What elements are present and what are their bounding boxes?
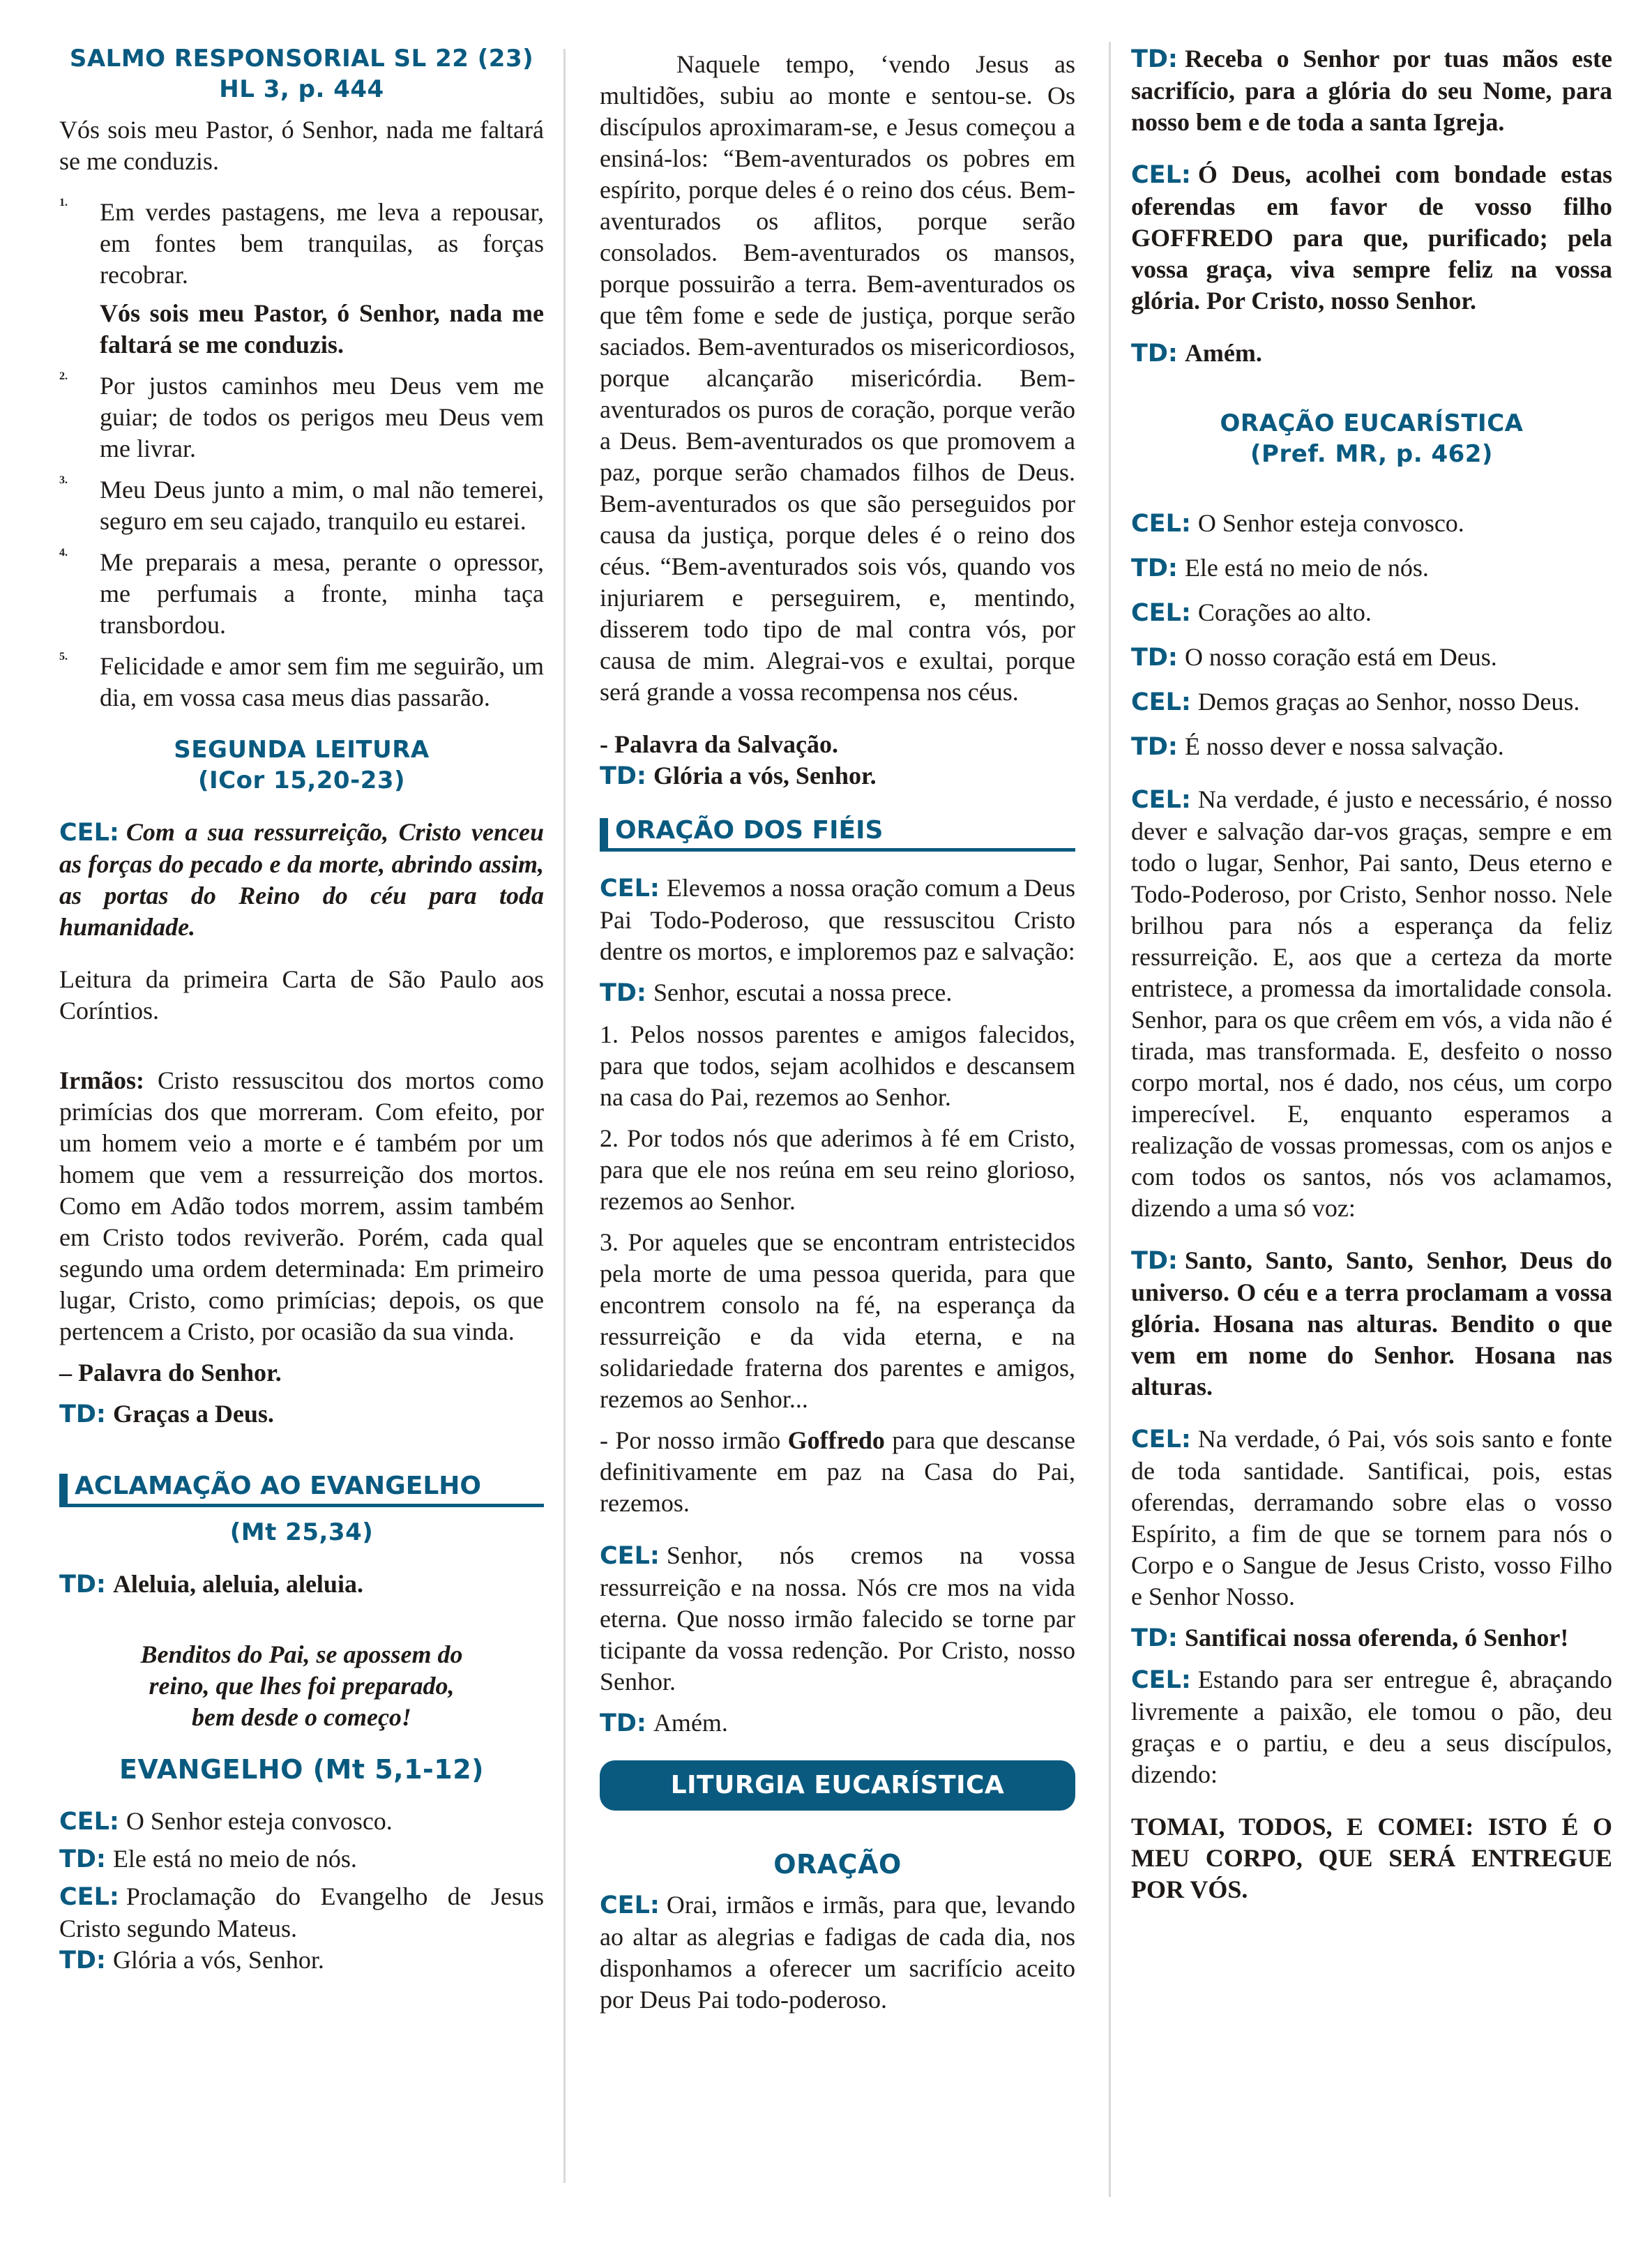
stanza-number: 2.: [59, 370, 68, 382]
dialog-text: Proclamação do Evangelho de Jesus Cristo segundo Mateus.: [59, 1882, 544, 1942]
cel-label: CEL:: [600, 1891, 660, 1919]
dialog-line: [1131, 731, 1612, 763]
intention-post: para que descanse definitivamente em paz na Casa do Pai, rezemos.: [600, 1426, 1075, 1517]
aclamacao-verse-line: Benditos do Pai, se apossem do: [140, 1640, 463, 1668]
speaker-label: CEL:: [1131, 510, 1191, 538]
segunda-leitura-title: SEGUNDA LEITURA: [174, 736, 430, 764]
cel-label: CEL:: [600, 1542, 660, 1570]
segunda-leitura-ref: (ICor 15,20-23): [197, 766, 406, 794]
gospel-text: Naquele tempo, ‘vendo Jesus as multidões, subiu ao monte e sentou-se. Os discípulos aproximaram-se, e Jesus começou a ensiná-los: “Bem-aventurados os pobres em espírito, porque deles é o reino dos céus. Bem-aventurados os aflitos, porque serão consolados. Bem-aventurados os mansos, porque possuirão a terra. Bem-aventurados os que têm fome e sede de justiça, porque serão saciados. Bem-aventurados os misericordiosos, porque alcançarão misericórdia. Bem-aventurados os puros de coração, porque verão a Deus. Bem-aventurados os que promovem a paz, porque serão chamados filhos de Deus. Bem-aventurados os que são perseguidos por causa da justiça, porque deles é o reino dos céus. “Bem-aventurados sois vós, quando vos injuriarem e perseguirem, e, mentindo, disserem todo tipo de mal contra vós, por causa de mim. Alegrai-vos e exultai, porque será grande a vossa recompensa nos céus.: [600, 50, 1075, 706]
oracao-cel: [600, 1889, 1075, 2016]
dialog-text: É nosso dever e nossa salvação.: [1184, 732, 1504, 760]
reading-text: Cristo ressuscitou dos mortos como primícias dos que morreram. Com efeito, por um homem veio a morte e é também por um homem que vem a ressurreição dos mortos. Como em Adão todos morrem, assim também em Cristo todos reviverão. Porém, cada qual segundo uma ordem determinada: Em primeiro lugar, Cristo, como primícias; depois, os que pertencem a Cristo, por ocasião da sua vinda.: [59, 1066, 545, 1345]
stanza-text: Me preparais a mesa, perante o opressor, me perfumais a fronte, minha taça transbordou.: [100, 548, 544, 639]
cel-label: CEL:: [59, 819, 119, 847]
eucaristica-subtitle: (Pref. MR, p. 462): [1250, 440, 1493, 468]
cel-text: Senhor, nós cremos na vossa ressurreição e na nossa. Nós cre mos na vida eterna. Que nosso irmão falecido se torne par ticipante da vossa redenção. Por Cristo, nosso Senhor.: [600, 1541, 1075, 1696]
eucaristica-title: ORAÇÃO EUCARÍSTICA: [1220, 409, 1524, 437]
td-label: TD:: [600, 1709, 646, 1737]
cel-intro-text: Com a sua ressurreição, Cristo venceu as forças do pecado e da morte, abrindo assim, as portas do Reino do céu para toda humanidade.: [59, 818, 544, 941]
salmo-refrain-bold: Vós sois meu Pastor, ó Senhor, nada me faltará se me conduzis.: [100, 299, 544, 358]
salmo-stanza: [59, 197, 544, 291]
gospel-closing: - Palavra da Salvação.: [600, 730, 838, 758]
institution: [1131, 1664, 1612, 1790]
td-label: TD:: [1131, 1624, 1178, 1652]
dialog-line: [1131, 597, 1612, 629]
stanza-text: Por justos caminhos meu Deus vem me guiar; de todos os perigos meu Deus vem me livrar.: [100, 372, 544, 462]
aclamacao-verse-line: reino, que lhes foi preparado,: [149, 1672, 455, 1700]
fieis-intro: [600, 873, 1075, 967]
response-text: Graças a Deus.: [112, 1400, 274, 1428]
reading-body: [59, 1065, 544, 1347]
dialog-text: O nosso coração está em Deus.: [1184, 643, 1497, 671]
fieis-header: [600, 813, 1075, 852]
salmo-stanza: [59, 547, 544, 641]
td-text: Receba o Senhor por tuas mãos este sacrifício, para a glória do seu Nome, para nosso bem e de toda a santa Igreja.: [1131, 45, 1612, 136]
dialog-line: [59, 1806, 544, 1838]
stanza-text: Felicidade e amor sem fim me seguirão, um dia, em vossa casa meus dias passarão.: [100, 652, 544, 711]
td-receba: [1131, 43, 1612, 138]
cel-intro: [59, 817, 544, 943]
dialog-line: [59, 1944, 544, 1977]
dialog-text: Corações ao alto.: [1197, 598, 1372, 626]
fieis-response: [600, 977, 1075, 1009]
consecration: TOMAI, TODOS, E COMEI: ISTO É O MEU CORPO, QUE SERÁ ENTREGUE POR VÓS.: [1131, 1813, 1612, 1903]
speaker-label: TD:: [59, 1947, 106, 1974]
column-left: [59, 0, 544, 1977]
speaker-label: TD:: [1131, 733, 1178, 761]
reading-announce: Leitura da primeira Carta de São Paulo aos Coríntios.: [59, 965, 544, 1025]
salmo-title: SALMO RESPONSORIAL SL 22 (23): [69, 45, 534, 73]
speaker-label: TD:: [59, 1845, 106, 1873]
stanza-number: 1.: [59, 197, 68, 209]
cel-text: Ó Deus, acolhei com bondade estas oferendas em favor de vosso filho GOFFREDO para que, purificado; pela vossa graça, viva sempre feliz na vossa glória. Por Cristo, nosso Senhor.: [1131, 160, 1612, 315]
intention-item: 1. Pelos nossos parentes e amigos falecidos, para que todos, sejam acolhidos e descansem na casa do Pai, rezemos ao Senhor.: [600, 1020, 1075, 1111]
response-text: Aleluia, aleluia, aleluia.: [112, 1570, 363, 1598]
dialog-text: Demos graças ao Senhor, nosso Deus.: [1197, 688, 1580, 716]
speaker-label: TD:: [1131, 644, 1178, 672]
td-label: TD:: [1131, 1247, 1178, 1275]
dialog-line: [1131, 686, 1612, 718]
td-label: TD:: [1131, 340, 1178, 368]
salmo-stanza: [59, 370, 544, 465]
cel-deus: [1131, 159, 1612, 317]
dialog-line: [1131, 552, 1612, 584]
aclamacao-header: [59, 1469, 544, 1507]
intention-pre: - Por nosso irmão: [600, 1426, 781, 1454]
stanza-number: 5.: [59, 651, 68, 663]
intention-item: 3. Por aqueles que se encontram entristecidos pela morte de uma pessoa querida, para que encontrem consolo na fé, na esperança da ressurreição e da vida eterna, e na solidariedade fraterna dos parentes e amigos, rezemos ao Senhor...: [600, 1228, 1075, 1413]
dialog-text: O Senhor esteja convosco.: [126, 1807, 393, 1835]
speaker-label: TD:: [1131, 554, 1178, 582]
dialog-line: [59, 1881, 544, 1944]
td-label: TD:: [1131, 45, 1178, 73]
td-text: Amém.: [653, 1709, 728, 1737]
td-text: Amém.: [1184, 339, 1262, 367]
cel-text: Elevemos a nossa oração comum a Deus Pai Todo-Poderoso, que ressuscitou Cristo dentre os mortos, e imploremos paz e salvação:: [600, 874, 1075, 965]
speaker-label: CEL:: [59, 1883, 119, 1911]
speaker-label: CEL:: [1131, 688, 1191, 716]
evangelho-title: EVANGELHO (Mt 5,1-12): [119, 1754, 485, 1785]
column-right: [1131, 0, 1612, 1905]
fieis-closing: [600, 1540, 1075, 1698]
cel-label: CEL:: [1131, 1426, 1191, 1453]
intention-special: [600, 1425, 1075, 1519]
td-text: Santificai nossa oferenda, ó Senhor!: [1184, 1624, 1569, 1652]
td-label: TD:: [59, 1571, 106, 1599]
cel-text: Na verdade, ó Pai, vós sois santo e fonte de toda santidade. Santificai, pois, estas oferendas, derramando sobre elas o vosso Espírito, a fim de que se tornem para nós o Corpo e o Sangue de Jesus Cristo, vosso Filho e Senhor Nosso.: [1131, 1425, 1612, 1610]
dialog-text: Glória a vós, Senhor.: [112, 1946, 324, 1974]
stanza-text: Meu Deus junto a mim, o mal não temerei, seguro em seu cajado, tranquilo eu estarei.: [100, 476, 544, 535]
sanctus: [1131, 1245, 1612, 1403]
salmo-subtitle: HL 3, p. 444: [219, 75, 384, 103]
td-amen: [1131, 338, 1612, 370]
cel-label: CEL:: [600, 875, 660, 903]
dialog-text: O Senhor esteja convosco.: [1197, 509, 1464, 537]
dialog-text: Ele está no meio de nós.: [1184, 554, 1429, 582]
aclamacao-verse-line: bem desde o começo!: [192, 1703, 411, 1731]
reading-closing: – Palavra do Senhor.: [59, 1359, 282, 1387]
cel-text: Estando para ser entregue ê, abraçando livremente a paixão, ele tomou o pão, deu graças e o partiu, e deu a seus discípulos, dizendo:: [1131, 1666, 1612, 1788]
cel-label: CEL:: [1131, 161, 1191, 189]
td-text: Senhor, escutai a nossa prece.: [653, 979, 953, 1006]
response-text: Glória a vós, Senhor.: [653, 762, 877, 790]
oracao-title: ORAÇÃO: [773, 1849, 902, 1880]
cel-label: CEL:: [1131, 786, 1191, 814]
dialog-line: [59, 1843, 544, 1875]
aclamacao-title: ACLAMAÇÃO AO EVANGELHO: [75, 1472, 481, 1500]
td-label: TD:: [600, 762, 646, 790]
aclamacao-response: [59, 1569, 544, 1601]
dialog-line: [1131, 508, 1612, 540]
speaker-label: CEL:: [1131, 599, 1191, 627]
stanza-number: 3.: [59, 474, 68, 486]
column-middle: [600, 0, 1075, 2016]
column-divider: [563, 49, 566, 2183]
stanza-text: Em verdes pastagens, me leva a repousar, em fontes bem tranquilas, as forças recobrar.: [100, 198, 544, 289]
dialog-line: [1131, 642, 1612, 674]
td-label: TD:: [600, 979, 646, 1007]
td-santificai: [1131, 1622, 1612, 1654]
fieis-amen: [600, 1707, 1075, 1739]
deceased-name: Goffredo: [787, 1426, 885, 1454]
cel-text: Na verdade, é justo e necessário, é nosso dever e salvação dar-vos graças, sempre e em todo o lugar, Senhor, Pai santo, Deus eterno e Todo-Poderoso, por Cristo, Senhor nosso. Nele brilhou para nós a esperança da feliz ressurreição. E, aos que a certeza da morte entristece, a promessa da imortalidade consola. Senhor, para os que crêem em vós, a vida não é tirada, mas transformada. E, desfeito o nosso corpo mortal, nos é dado, nos céus, um corpo imperecível. E, enquanto esperamos a realização de vossas promessas, com os anjos e com todos os santos, nós vos aclamamos, dizendo a uma só voz:: [1131, 785, 1612, 1222]
td-text: Santo, Santo, Santo, Senhor, Deus do universo. O céu e a terra proclamam a vossa glória. Hosana nas alturas. Bendito o que vem em nome do Senhor. Hosana nas alturas.: [1131, 1246, 1612, 1400]
fieis-title: ORAÇÃO DOS FIÉIS: [615, 816, 884, 845]
column-divider: [1109, 42, 1111, 2197]
aclamacao-ref: (Mt 25,34): [229, 1518, 374, 1546]
salmo-refrain: Vós sois meu Pastor, ó Senhor, nada me faltará se me conduzis.: [59, 116, 544, 175]
gospel-response: [600, 760, 1075, 792]
reading-response: [59, 1398, 544, 1430]
stanza-number: 4.: [59, 547, 68, 559]
cel-label: CEL:: [1131, 1666, 1191, 1694]
salmo-stanza: [59, 651, 544, 713]
epiclese: [1131, 1423, 1612, 1613]
salmo-stanza: [59, 474, 544, 537]
intention-item: 2. Por todos nós que aderimos à fé em Cristo, para que ele nos reúna em seu reino glorioso, rezemos ao Senhor.: [600, 1124, 1075, 1215]
reading-lead: Irmãos:: [59, 1066, 144, 1094]
dialog-text: Ele está no meio de nós.: [112, 1845, 357, 1873]
liturgia-eucaristica-banner: LITURGIA EUCARÍSTICA: [600, 1760, 1075, 1811]
cel-text: Orai, irmãos e irmãs, para que, levando ao altar as alegrias e fadigas de cada dia, nos disponhamos a oferecer um sacrifício aceito por Deus Pai todo-poderoso.: [600, 1891, 1075, 2014]
preface: [1131, 784, 1612, 1224]
td-label: TD:: [59, 1400, 106, 1428]
speaker-label: CEL:: [59, 1808, 119, 1836]
